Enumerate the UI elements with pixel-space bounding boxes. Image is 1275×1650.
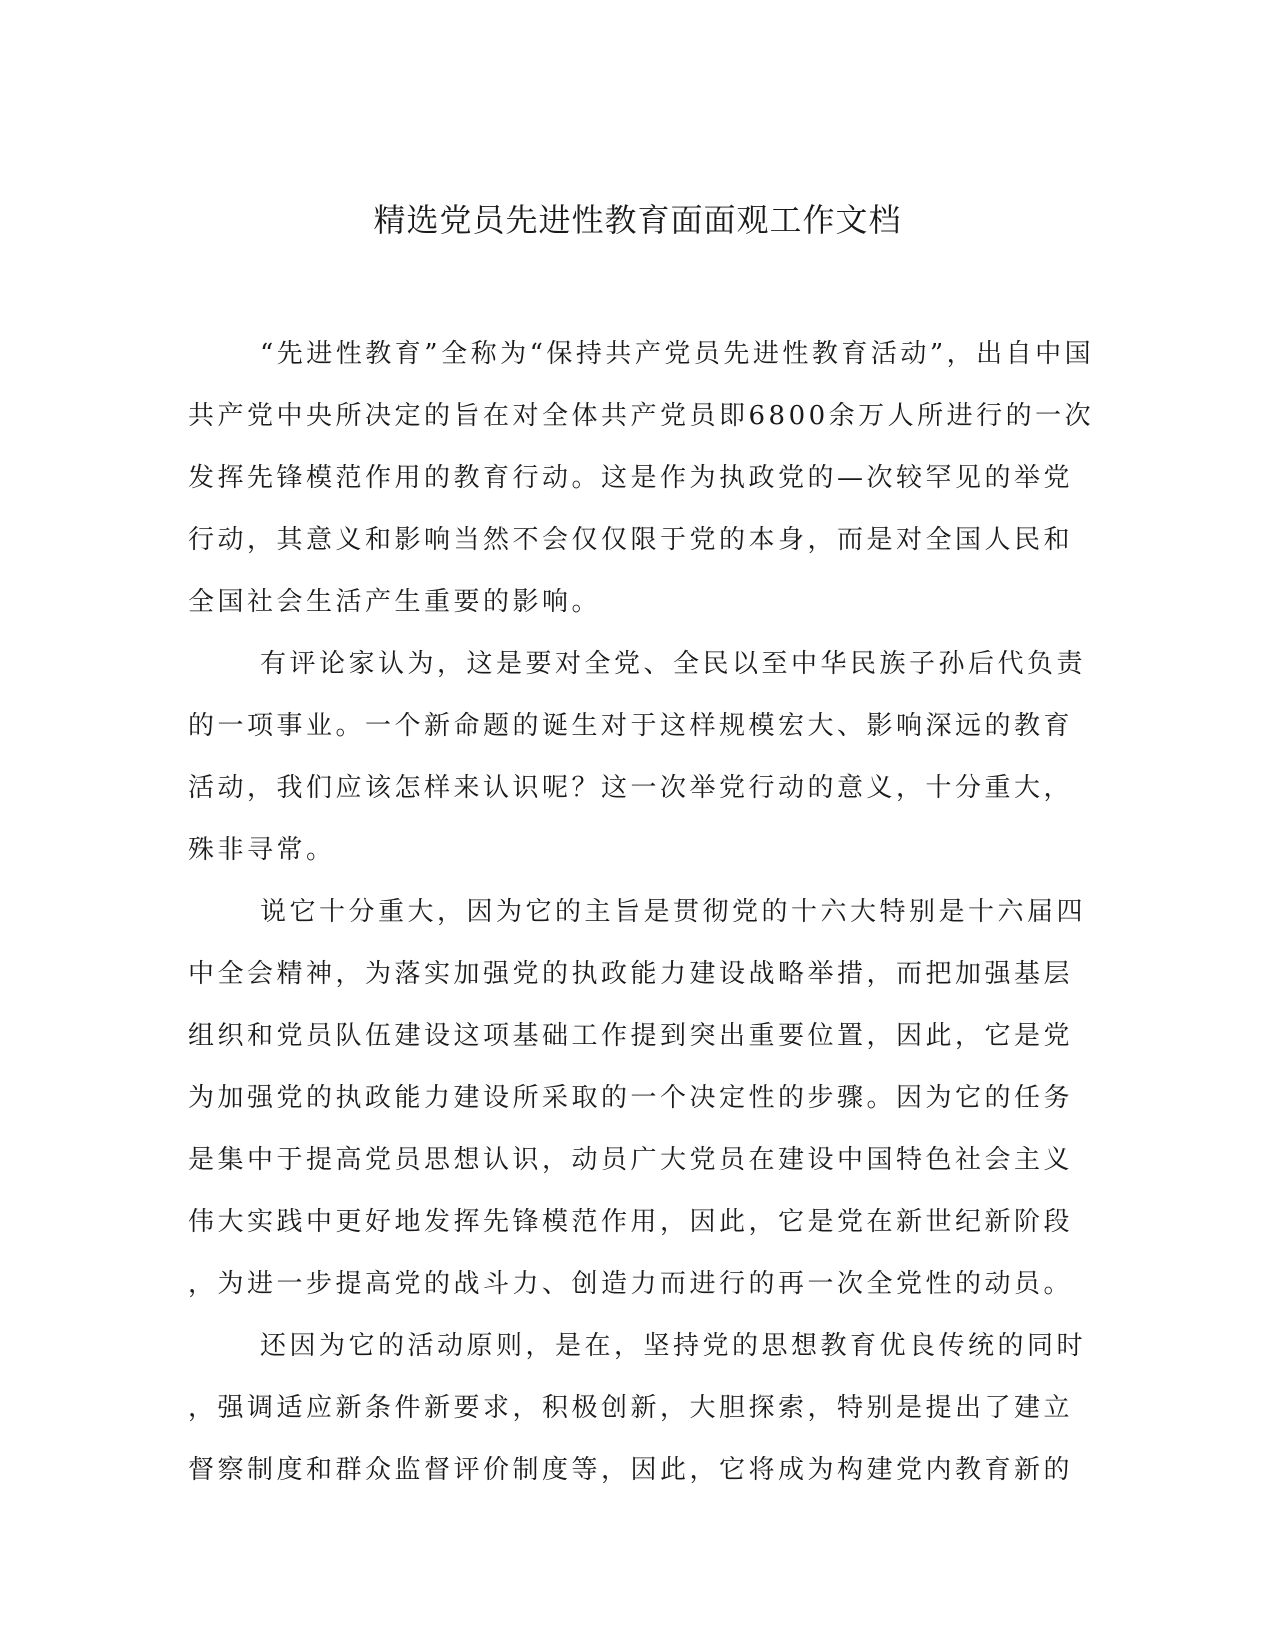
paragraph-3: [188, 881, 1088, 1315]
text-line: 全国社会生活产生重要的影响。: [188, 587, 602, 617]
paragraph-4: [188, 1315, 1088, 1501]
paragraph-2: [188, 633, 1088, 881]
text-line: ，为进一步提高党的战斗力、创造力而进行的再一次全党性的动员。: [188, 1269, 1074, 1299]
text-line: 是集中于提高党员思想认识，动员广大党员在建设中国特色社会主义: [188, 1145, 1074, 1175]
text-line: 督察制度和群众监督评价制度等，因此，它将成为构建党内教育新的: [188, 1455, 1074, 1485]
text-line: 有评论家认为，这是要对全党、全民以至中华民族子孙后代负责: [260, 649, 1087, 679]
document-title: 精选党员先进性教育面面观工作文档: [373, 201, 902, 239]
text-line: ，强调适应新条件新要求，积极创新，大胆探索，特别是提出了建立: [188, 1393, 1074, 1423]
text-line: “先进性教育”全称为“保持共产党员先进性教育活动”，出自中国: [260, 339, 1095, 369]
text-line: 行动，其意义和影响当然不会仅仅限于党的本身，而是对全国人民和: [188, 525, 1074, 555]
text-line: 伟大实践中更好地发挥先锋模范作用，因此，它是党在新世纪新阶段: [188, 1207, 1074, 1237]
text-line: 中全会精神，为落实加强党的执政能力建设战略举措，而把加强基层: [188, 959, 1074, 989]
text-line: 组织和党员队伍建设这项基础工作提到突出重要位置，因此，它是党: [188, 1021, 1074, 1051]
text-line: 的一项事业。一个新命题的诞生对于这样规模宏大、影响深远的教育: [188, 711, 1074, 741]
paragraph-1: [188, 323, 1095, 633]
text-line: 为加强党的执政能力建设所采取的一个决定性的步骤。因为它的任务: [188, 1083, 1074, 1113]
text-line: 活动，我们应该怎样来认识呢？这一次举党行动的意义，十分重大，: [188, 773, 1074, 803]
text-line: 殊非寻常。: [188, 835, 336, 865]
text-line: 还因为它的活动原则，是在，坚持党的思想教育优良传统的同时: [260, 1331, 1087, 1361]
text-line: 共产党中央所决定的旨在对全体共产党员即6800余万人所进行的一次: [188, 401, 1095, 431]
document-body: [188, 323, 1095, 1501]
text-line: 发挥先锋模范作用的教育行动。这是作为执政党的—次较罕见的举党: [188, 463, 1074, 493]
text-line: 说它十分重大，因为它的主旨是贯彻党的十六大特别是十六届四: [260, 897, 1087, 927]
